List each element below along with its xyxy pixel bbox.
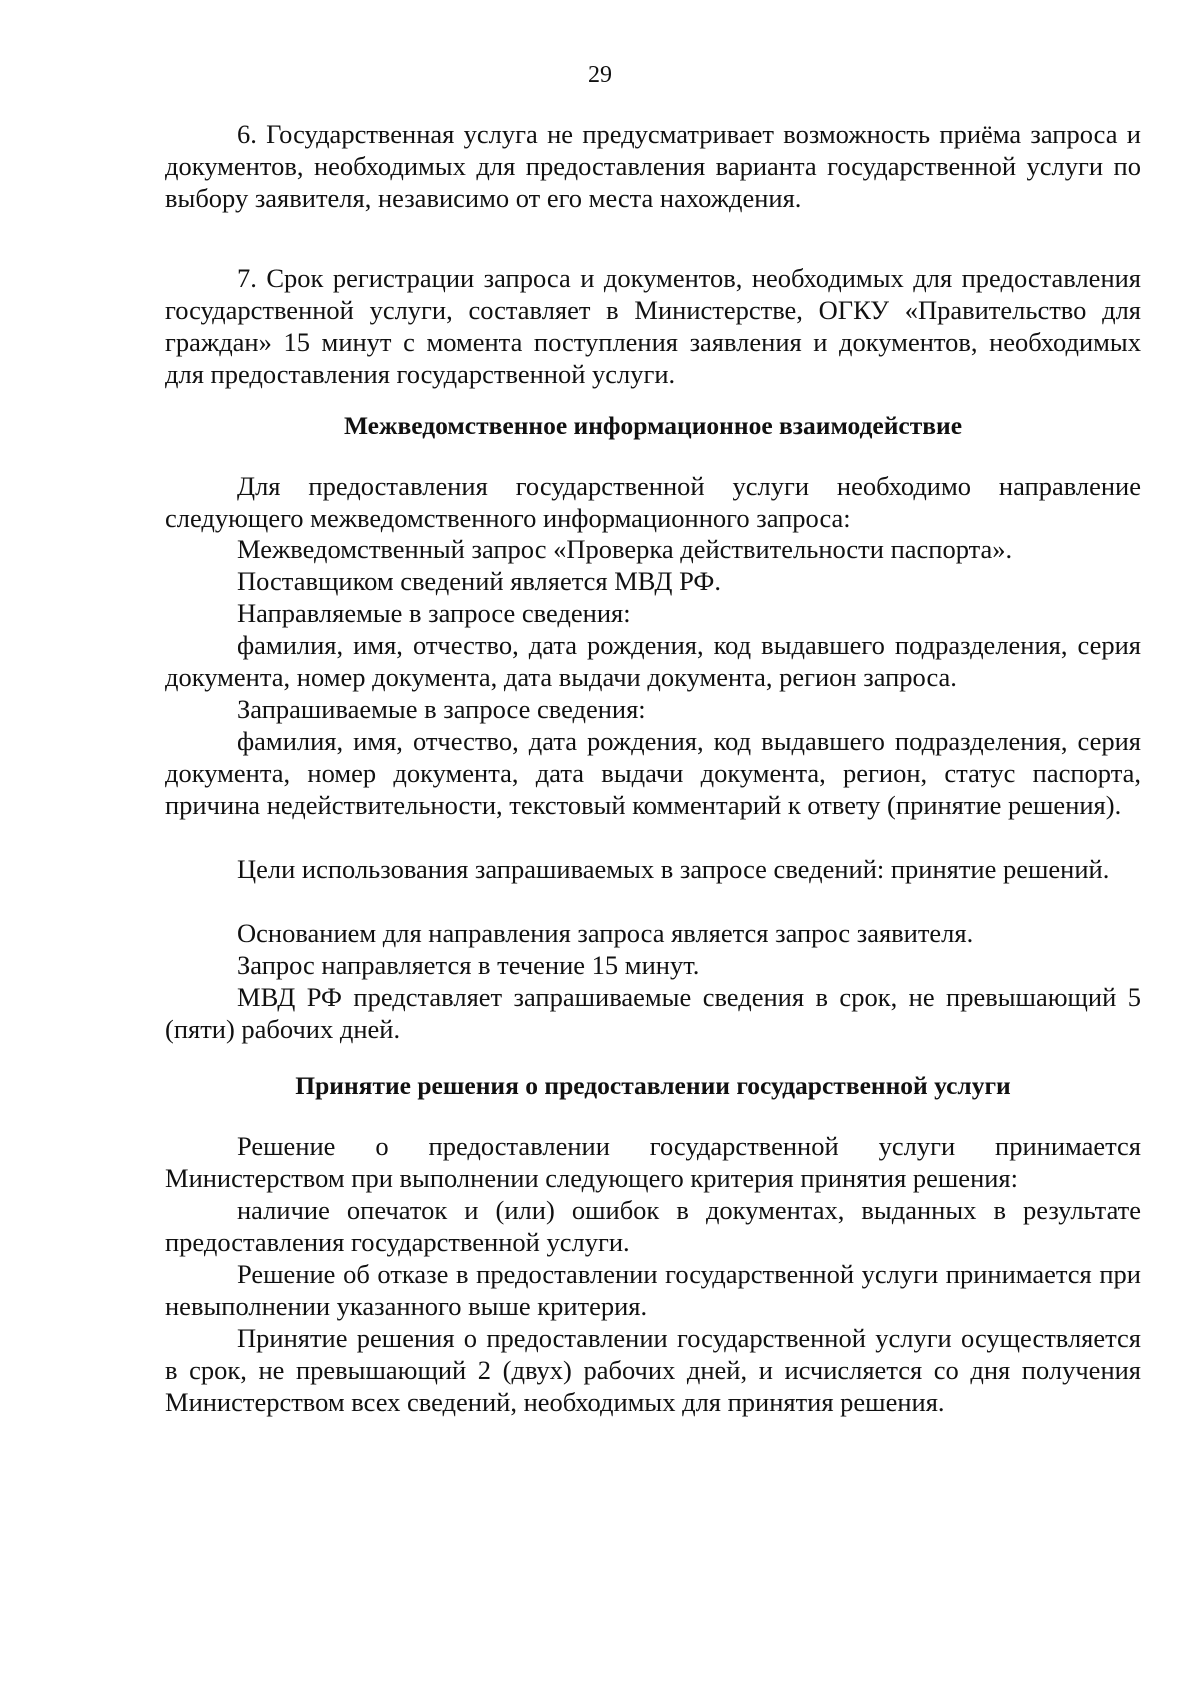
paragraph-7: 7. Срок регистрации запроса и документов, необходимых для предоставления государственной услуги, составляет в Министерстве, ОГКУ «Правительство для граждан» 15 минут с момента поступления заявления и документов, необходимых для предоставления государственной услуги.	[165, 263, 1141, 389]
paragraph: Запрашиваемые в запросе сведения:	[237, 694, 646, 724]
section-heading-interagency: Межведомственное информационное взаимодействие	[343, 411, 963, 440]
paragraph: МВД РФ представляет запрашиваемые сведения в срок, не превышающий 5 (пяти) рабочих дней.	[165, 982, 1141, 1044]
paragraph: Решение об отказе в предоставлении государственной услуги принимается при невыполнении указанного выше критерия.	[165, 1259, 1141, 1321]
section-heading-decision: Принятие решения о предоставлении государственной услуги	[295, 1071, 1011, 1100]
paragraph: фамилия, имя, отчество, дата рождения, код выдавшего подразделения, серия документа, номер документа, дата выдачи документа, регион, статус паспорта, причина недействительности, текстовый комментарий к ответу (принятие решения).	[165, 726, 1141, 820]
paragraph: наличие опечаток и (или) ошибок в документах, выданных в результате предоставления государственной услуги.	[165, 1195, 1141, 1257]
paragraph-6: 6. Государственная услуга не предусматривает возможность приёма запроса и документов, необходимых для предоставления варианта государственной услуги по выбору заявителя, независимо от его места нахождения.	[165, 119, 1141, 213]
paragraph: Поставщиком сведений является МВД РФ.	[237, 566, 721, 596]
page-number: 29	[588, 62, 612, 88]
paragraph: Цели использования запрашиваемых в запросе сведений: принятие решений.	[237, 854, 1110, 884]
paragraph: Принятие решения о предоставлении государственной услуги осуществляется в срок, не превышающий 2 (двух) рабочих дней, и исчисляется со дня получения Министерством всех сведений, необходимых для принятия решения.	[165, 1323, 1141, 1417]
paragraph: фамилия, имя, отчество, дата рождения, код выдавшего подразделения, серия документа, номер документа, дата выдачи документа, регион запроса.	[165, 630, 1141, 692]
paragraph: Запрос направляется в течение 15 минут.	[237, 950, 700, 980]
paragraph: Решение о предоставлении государственной услуги принимается Министерством при выполнении следующего критерия принятия решения:	[165, 1131, 1141, 1193]
paragraph: Основанием для направления запроса является запрос заявителя.	[237, 918, 974, 948]
paragraph: Направляемые в запросе сведения:	[237, 598, 631, 628]
paragraph: Межведомственный запрос «Проверка действительности паспорта».	[237, 534, 1013, 564]
paragraph: Для предоставления государственной услуги необходимо направление следующего межведомственного информационного запроса:	[165, 471, 1141, 533]
